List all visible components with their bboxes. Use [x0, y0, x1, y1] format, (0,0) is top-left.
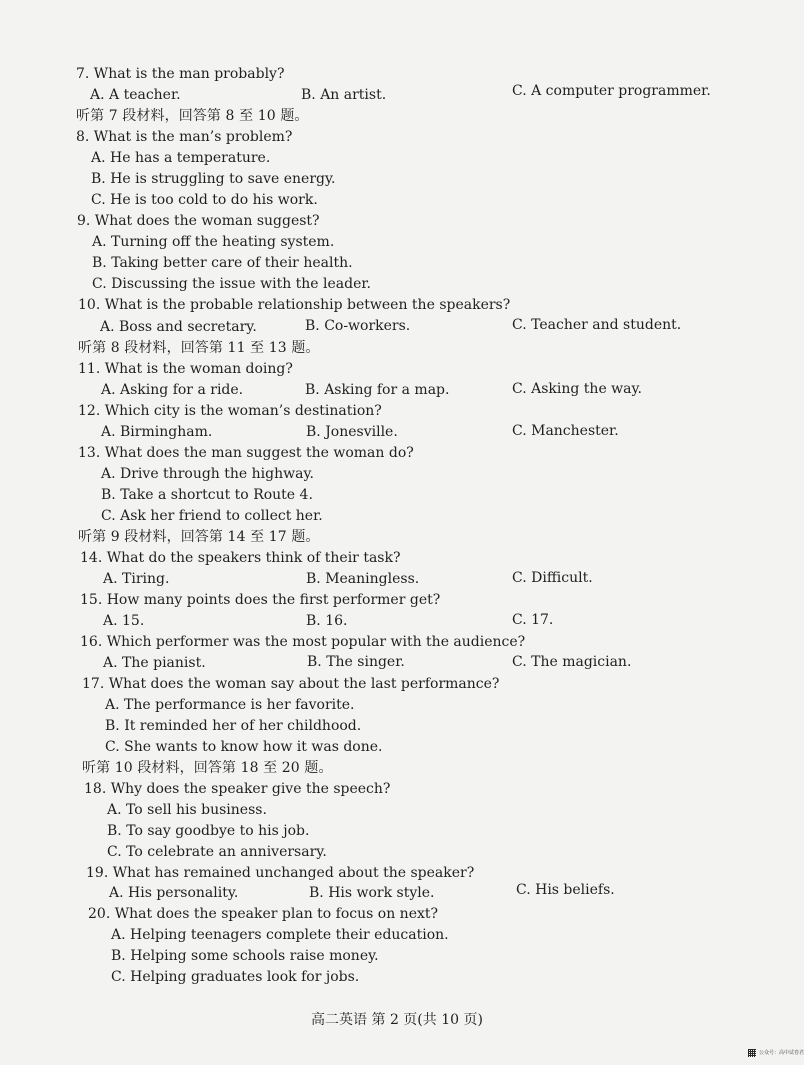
question-9-option-a: A. Turning off the heating system.: [92, 234, 335, 250]
question-17-option-c: C. She wants to know how it was done.: [105, 739, 383, 755]
question-20-option-c: C. Helping graduates look for jobs.: [111, 969, 360, 985]
question-14-option-b: B. Meaningless.: [306, 571, 420, 587]
qr-code-icon: [748, 1049, 756, 1057]
question-15-option-a: A. 15.: [103, 613, 145, 629]
question-11-stem: 11. What is the woman doing?: [78, 361, 293, 377]
question-14-stem: 14. What do the speakers think of their task?: [80, 550, 401, 566]
question-16-option-a: A. The pianist.: [103, 655, 206, 671]
question-9-stem: 9. What does the woman suggest?: [77, 213, 320, 229]
question-10-stem: 10. What is the probable relationship between the speakers?: [78, 297, 511, 313]
question-9-option-b: B. Taking better care of their health.: [92, 255, 353, 271]
question-12-stem: 12. Which city is the woman’s destination?: [78, 403, 382, 419]
question-19-stem: 19. What has remained unchanged about the speaker?: [86, 865, 475, 881]
question-20-option-a: A. Helping teenagers complete their education.: [111, 927, 449, 943]
question-14-option-a: A. Tiring.: [103, 571, 170, 587]
watermark-logo: 公众号：高中试卷君: [759, 1050, 804, 1056]
page-footer: 高二英语 第 2 页(共 10 页): [311, 1012, 483, 1028]
question-10-option-b: B. Co-workers.: [305, 318, 411, 334]
question-7-stem: 7. What is the man probably?: [76, 66, 285, 82]
question-19-option-b: B. His work style.: [309, 885, 435, 901]
question-18-option-a: A. To sell his business.: [107, 802, 267, 818]
question-15-stem: 15. How many points does the first performer get?: [80, 592, 441, 608]
question-7-option-b: B. An artist.: [301, 87, 387, 103]
section-heading-8: 听第 8 段材料，回答第 11 至 13 题。: [78, 340, 320, 356]
question-17-option-a: A. The performance is her favorite.: [105, 697, 355, 713]
question-16-stem: 16. Which performer was the most popular with the audience?: [80, 634, 526, 650]
question-20-option-b: B. Helping some schools raise money.: [111, 948, 379, 964]
question-10-option-a: A. Boss and secretary.: [100, 319, 257, 335]
question-12-option-c: C. Manchester.: [512, 423, 619, 439]
question-13-option-b: B. Take a shortcut to Route 4.: [101, 487, 313, 503]
question-14-option-c: C. Difficult.: [512, 570, 593, 586]
question-8-stem: 8. What is the man’s problem?: [76, 129, 293, 145]
question-7-option-c: C. A computer programmer.: [512, 83, 711, 99]
question-9-option-c: C. Discussing the issue with the leader.: [92, 276, 372, 292]
question-10-option-c: C. Teacher and student.: [512, 317, 682, 333]
question-15-option-c: C. 17.: [512, 612, 554, 628]
question-18-option-c: C. To celebrate an anniversary.: [107, 844, 327, 860]
question-19-option-a: A. His personality.: [109, 885, 239, 901]
question-7-option-a: A. A teacher.: [90, 87, 181, 103]
question-20-stem: 20. What does the speaker plan to focus on next?: [88, 906, 439, 922]
question-8-option-a: A. He has a temperature.: [91, 150, 271, 166]
question-16-option-c: C. The magician.: [512, 654, 632, 670]
question-8-option-c: C. He is too cold to do his work.: [91, 192, 318, 208]
question-13-stem: 13. What does the man suggest the woman do?: [78, 445, 414, 461]
question-13-option-a: A. Drive through the highway.: [101, 466, 314, 482]
section-heading-10: 听第 10 段材料，回答第 18 至 20 题。: [82, 760, 333, 776]
question-15-option-b: B. 16.: [306, 613, 348, 629]
question-11-option-c: C. Asking the way.: [512, 381, 643, 397]
question-11-option-a: A. Asking for a ride.: [101, 382, 244, 398]
question-8-option-b: B. He is struggling to save energy.: [91, 171, 336, 187]
question-19-option-c: C. His beliefs.: [516, 882, 615, 898]
section-heading-9: 听第 9 段材料，回答第 14 至 17 题。: [78, 529, 320, 545]
question-12-option-b: B. Jonesville.: [306, 424, 398, 440]
question-18-option-b: B. To say goodbye to his job.: [107, 823, 310, 839]
question-17-option-b: B. It reminded her of her childhood.: [105, 718, 362, 734]
question-12-option-a: A. Birmingham.: [101, 424, 213, 440]
question-18-stem: 18. Why does the speaker give the speech?: [84, 781, 391, 797]
question-11-option-b: B. Asking for a map.: [305, 382, 450, 398]
question-16-option-b: B. The singer.: [307, 654, 405, 670]
question-17-stem: 17. What does the woman say about the last performance?: [82, 676, 500, 692]
question-13-option-c: C. Ask her friend to collect her.: [101, 508, 323, 524]
section-heading-7: 听第 7 段材料，回答第 8 至 10 题。: [76, 108, 309, 124]
